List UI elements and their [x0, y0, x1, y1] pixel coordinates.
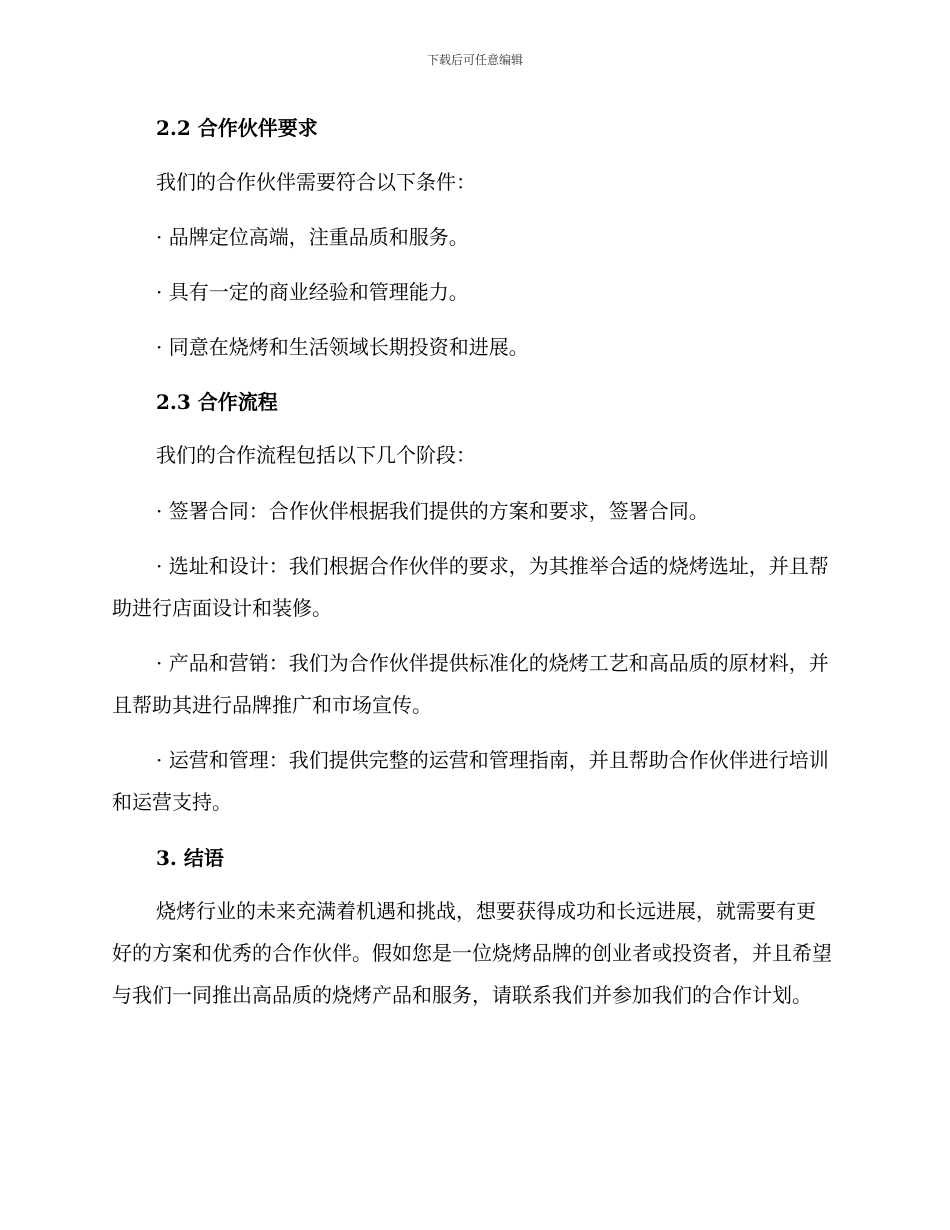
section-2-3-intro: 我们的合作流程包括以下几个阶段： [156, 443, 476, 467]
process-item-2: · 选址和设计：我们根据合作伙伴的要求，为其推举合适的烧烤选址，并且帮助进行店面设计和装修。 [112, 554, 829, 620]
process-item-3: · 产品和营销：我们为合作伙伴提供标准化的烧烤工艺和高品质的原材料，并且帮助其进行品牌推广和市场宣传。 [112, 651, 829, 717]
section-heading-2-3: 2.3 合作流程 [156, 390, 278, 414]
process-item-1: · 签署合同：合作伙伴根据我们提供的方案和要求，签署合同。 [156, 499, 709, 523]
requirement-item-3: · 同意在烧烤和生活领域长期投资和进展。 [156, 335, 529, 359]
requirement-item-2: · 具有一定的商业经验和管理能力。 [156, 280, 469, 304]
section-heading-2-2: 2.2 合作伙伴要求 [156, 116, 318, 140]
section-2-2-intro: 我们的合作伙伴需要符合以下条件： [156, 170, 476, 194]
section-heading-3: 3. 结语 [156, 846, 224, 870]
conclusion-paragraph: 烧烤行业的未来充满着机遇和挑战，想要获得成功和长远进展，就需要有更好的方案和优秀的合作伙伴。假如您是一位烧烤品牌的创业者或投资者，并且希望与我们一同推出高品质的烧烤产品和服务，请联系我们并参加我们的合作计划。 [112, 899, 832, 1007]
page-header: 下载后可任意编辑 [426, 53, 523, 67]
requirement-item-1: · 品牌定位高端，注重品质和服务。 [156, 225, 469, 249]
process-item-4: · 运营和管理：我们提供完整的运营和管理指南，并且帮助合作伙伴进行培训和运营支持。 [112, 748, 829, 814]
